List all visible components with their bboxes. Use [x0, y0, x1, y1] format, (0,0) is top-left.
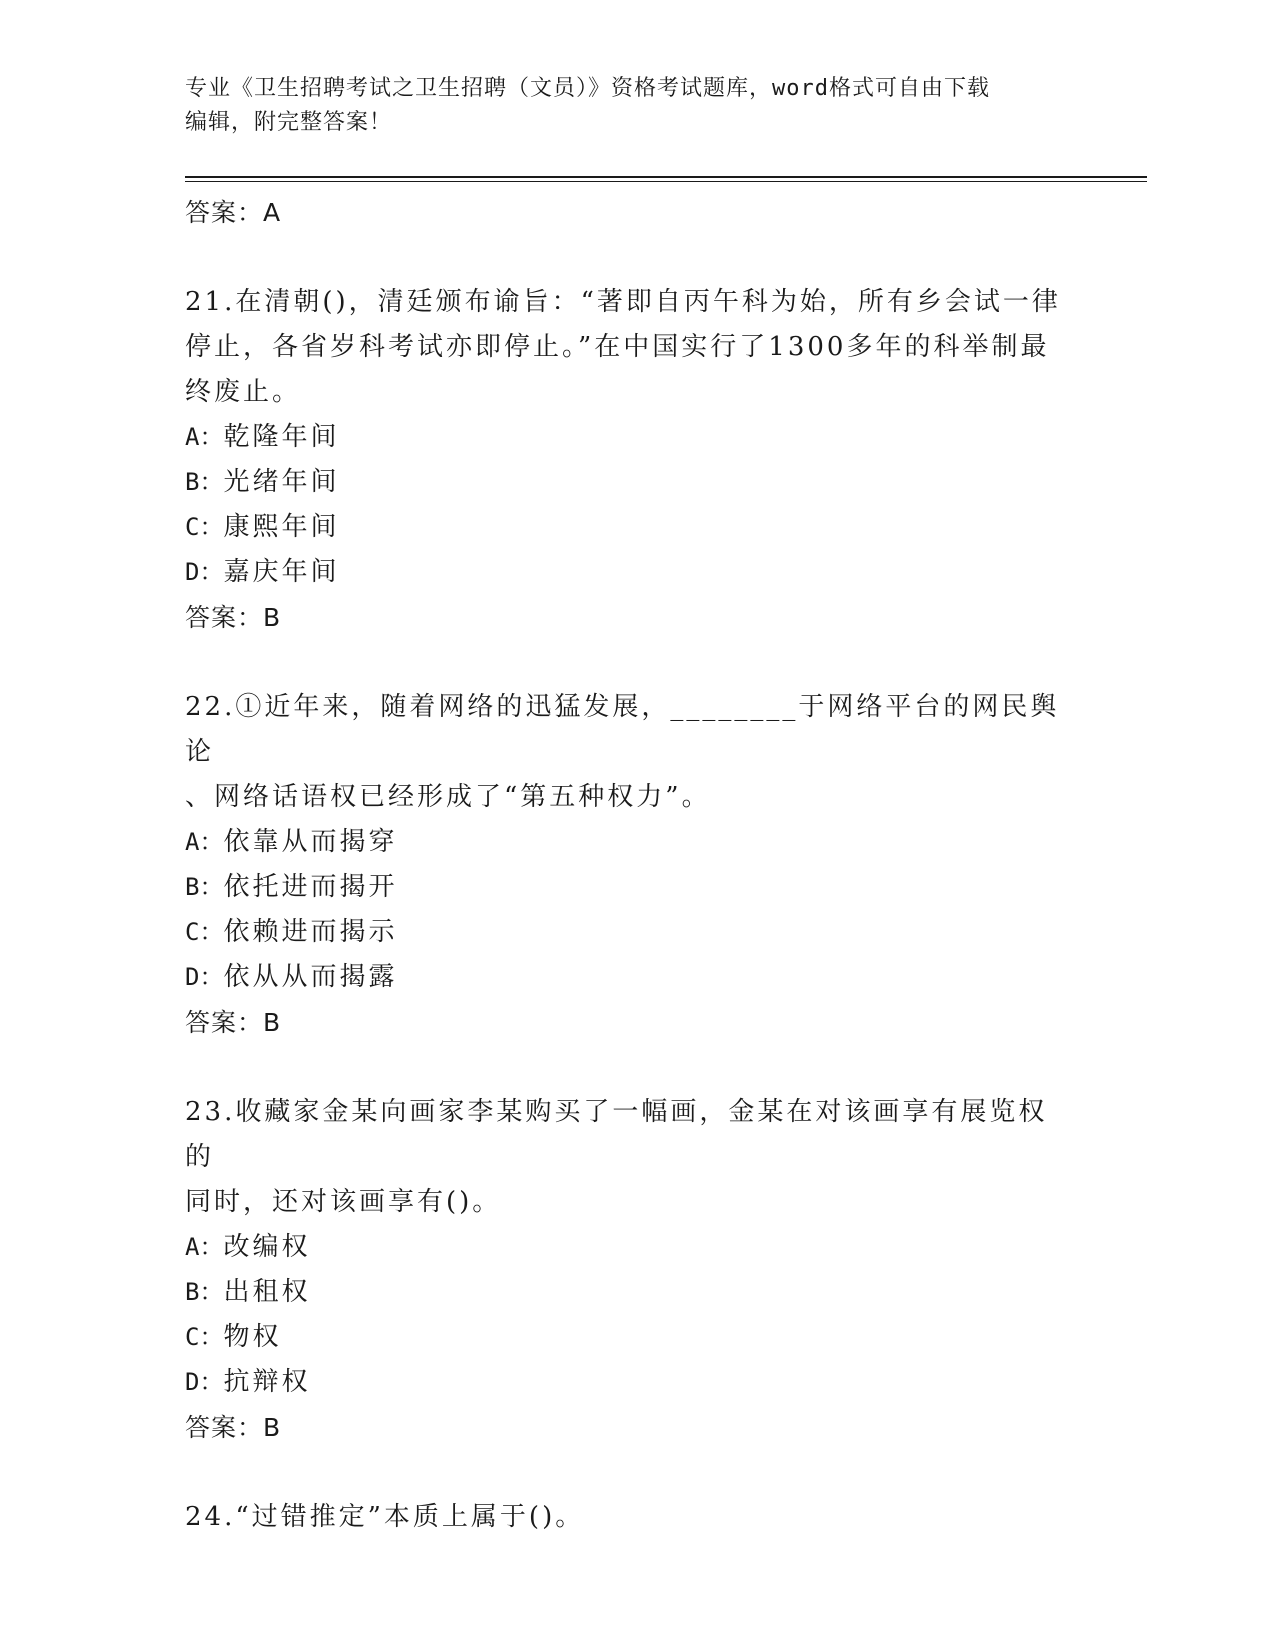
header-divider	[185, 176, 1147, 178]
header-divider-thin	[185, 181, 1147, 182]
option-a: A：改编权	[185, 1232, 311, 1262]
option-b: B：依托进而揭开	[185, 872, 398, 902]
header-line-1: 专业《卫生招聘考试之卫生招聘（文员）》资格考试题库，word格式可自由下载	[185, 76, 990, 101]
question-stem: 24.“过错推定”本质上属于()。	[185, 1502, 585, 1532]
previous-answer: 答案：A	[185, 198, 282, 227]
header-line-2: 编辑，附完整答案！	[185, 110, 393, 135]
option-d: D：嘉庆年间	[185, 557, 340, 587]
option-b: B：出租权	[185, 1277, 311, 1307]
option-b: B：光绪年间	[185, 467, 340, 497]
question-23	[185, 1090, 1065, 1451]
option-d: D：抗辩权	[185, 1367, 311, 1397]
option-c: C：康熙年间	[185, 512, 340, 542]
question-22	[185, 685, 1065, 1046]
question-stem: 21.在清朝()，清廷颁布谕旨：“著即自丙午科为始，所有乡会试一律 停止，各省岁科考试亦即停止。”在中国实行了1300多年的科举制最 终废止。	[185, 287, 1061, 407]
question-21	[185, 280, 1065, 641]
question-24	[185, 1495, 1065, 1540]
option-d: D：依从从而揭露	[185, 962, 398, 992]
answer-label: 答案：B	[185, 603, 282, 632]
option-a: A：乾隆年间	[185, 422, 340, 452]
answer-label: 答案：B	[185, 1413, 282, 1442]
document-header	[185, 72, 1085, 140]
question-list	[185, 190, 1065, 1540]
option-c: C：物权	[185, 1322, 282, 1352]
answer-label: 答案：B	[185, 1008, 282, 1037]
question-stem: 22.①近年来，随着网络的迅猛发展，________于网络平台的网民舆论 、网络话语权已经形成了“第五种权力”。	[185, 692, 1060, 812]
option-c: C：依赖进而揭示	[185, 917, 398, 947]
option-a: A：依靠从而揭穿	[185, 827, 398, 857]
question-stem: 23.收藏家金某向画家李某购买了一幅画，金某在对该画享有展览权的 同时，还对该画享有()。	[185, 1097, 1048, 1217]
